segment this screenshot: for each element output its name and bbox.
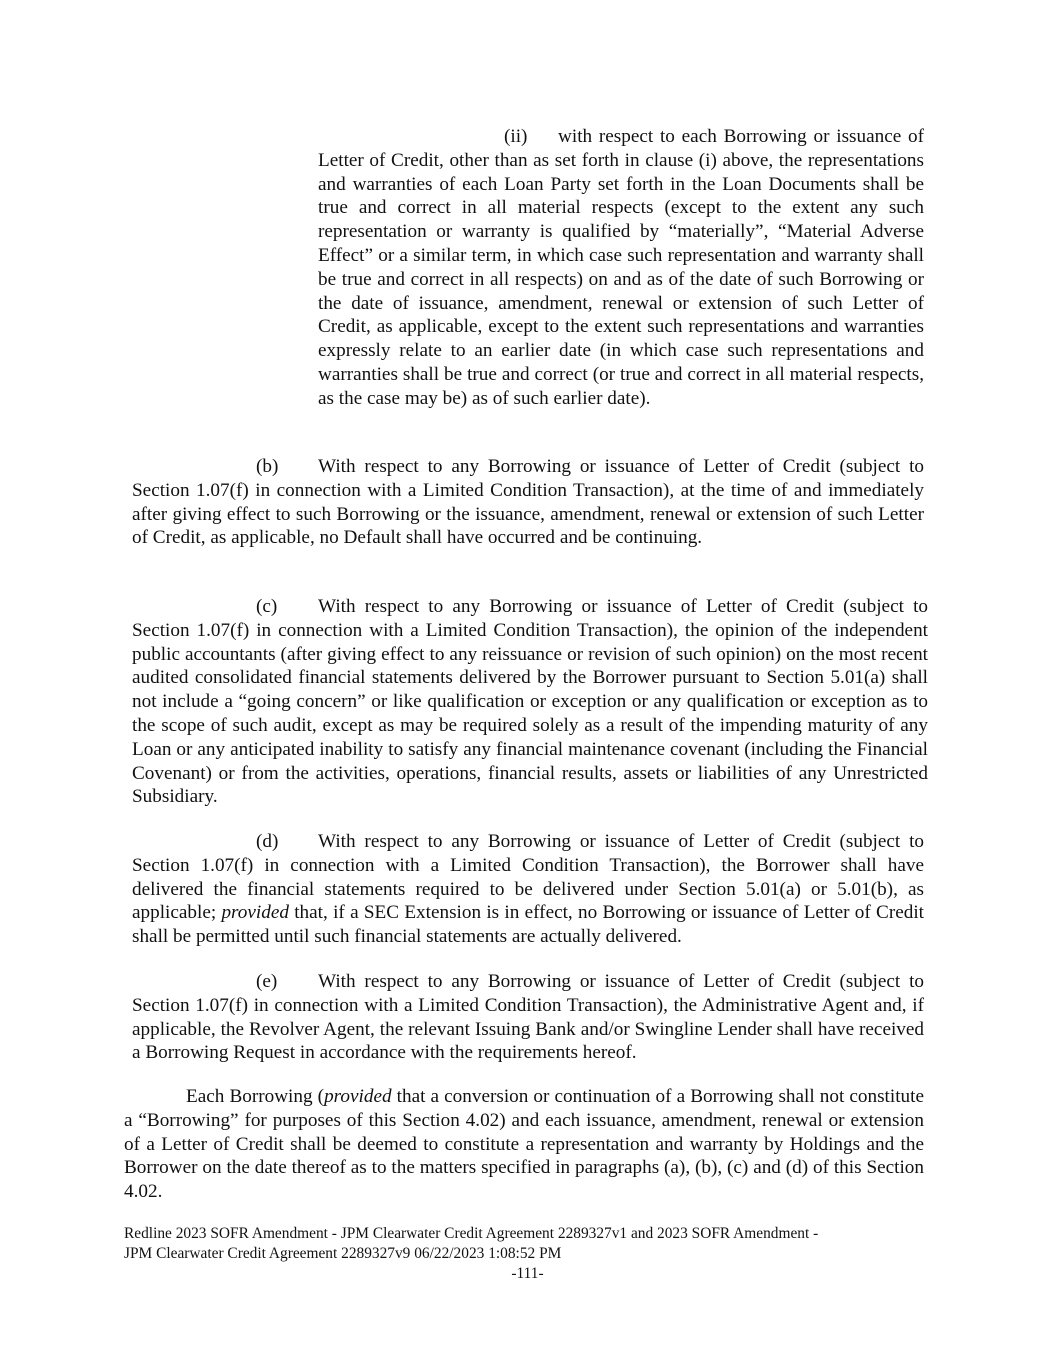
subparagraph-ii (318, 125, 924, 411)
closing-text-before: Each Borrowing ( (186, 1086, 325, 1107)
clause-c-label: (c) (256, 596, 278, 617)
footer-line-2: JPM Clearwater Credit Agreement 2289327v9 06/22/2023 1:08:52 PM (124, 1244, 562, 1262)
closing-italic-provided: provided (324, 1086, 392, 1107)
clause-d-text-before: With respect to any Borrowing or issuance of Letter of Credit (subject to Section 1.07(f) in connection with a Limited Condition Transaction), the Borrower shall have delivered the financial statements required to be delivered under Section 5.01(a) or 5.01(b), as applicable; (132, 831, 924, 924)
clause-d-text-after: that, if a SEC Extension is in effect, no Borrowing or issuance of Letter of Credit shall be permitted until such financial statements are actually delivered. (132, 902, 924, 948)
closing-text-after: that a conversion or continuation of a Borrowing shall not constitute a “Borrowing” for purposes of this Section 4.02) and each issuance, amendment, renewal or extension of a Letter of Credit shall be deemed to constitute a representation and warranty by Holdings and the Borrower on the date thereof as to the matters specified in paragraphs (a), (b), (c) and (d) of this Section 4.02. (124, 1086, 924, 1203)
clause-c-text: With respect to any Borrowing or issuance of Letter of Credit (subject to Section 1.07(f) in connection with a Limited Condition Transaction), the opinion of the independent public accountants (after giving effect to any reissuance or revision of such opinion) on the most recent audited consolidated financial statements delivered by the Borrower pursuant to Section 5.01(a) shall not include a “going concern” or like qualification or exception or any qualification or exception as to the scope of such audit, except as may be required solely as a result of the impending maturity of any Loan or any anticipated inability to satisfy any financial maintenance covenant (including the Financial Covenant) or from the activities, operations, financial results, assets or liabilities of any Unrestricted Subsidiary. (132, 596, 928, 808)
clause-d-label: (d) (256, 831, 279, 852)
clause-b (132, 455, 924, 550)
clause-e-label: (e) (256, 971, 278, 992)
clause-d-italic-provided: provided (221, 902, 289, 924)
page-footer (124, 1224, 924, 1263)
clause-e (132, 970, 924, 1065)
page-number: -111- (511, 1265, 544, 1282)
clause-b-text: With respect to any Borrowing or issuance of Letter of Credit (subject to Section 1.07(f) in connection with a Limited Condition Transaction), at the time of and immediately after giving effect to such Borrowing or the issuance, amendment, renewal or extension of such Letter of Credit, as applicable, no Default shall have occurred and be continuing. (132, 456, 924, 549)
closing-paragraph (124, 1085, 924, 1204)
subparagraph-ii-text: with respect to each Borrowing or issuance of Letter of Credit, other than as set forth in clause (i) above, the representations and warranties of each Loan Party set forth in the Loan Documents shall be true and correct in all material respects (except to the extent any such representation or warranty is qualified by “materially”, “Material Adverse Effect” or a similar term, in which case such representation and warranty shall be true and correct in all respects) on and as of the date of such Borrowing or the date of issuance, amendment, renewal or extension of such Letter of Credit, as applicable, except to the extent such representations and warranties expressly relate to an earlier date (in which case such representations and warranties shall be true and correct (or true and correct in all material respects, as the case may be) as of such earlier date). (318, 126, 924, 409)
footer-line-1: Redline 2023 SOFR Amendment - JPM Clearwater Credit Agreement 2289327v1 and 2023 SOFR Amendment - (124, 1225, 819, 1242)
clause-c (132, 595, 928, 809)
clause-b-label: (b) (256, 456, 279, 477)
clause-d (132, 830, 924, 949)
subparagraph-ii-label: (ii) (504, 126, 528, 147)
clause-e-text: With respect to any Borrowing or issuance of Letter of Credit (subject to Section 1.07(f) in connection with a Limited Condition Transaction), the Administrative Agent and, if applicable, the Revolver Agent, the relevant Issuing Bank and/or Swingline Lender shall have received a Borrowing Request in accordance with the requirements hereof. (132, 971, 924, 1064)
